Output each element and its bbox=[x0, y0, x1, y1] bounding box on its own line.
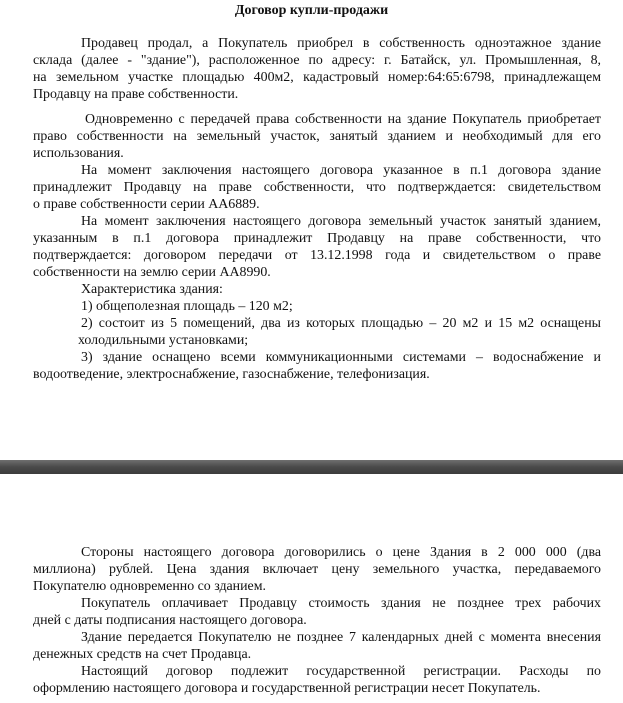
page-separator bbox=[0, 460, 623, 474]
paragraph-line: На момент заключения настоящего договора земельный участок занятый зданием, bbox=[81, 214, 601, 229]
list-item-continuation: водоотведение, электроснабжение, газоснабжение, телефонизация. bbox=[33, 367, 430, 382]
list-item: 2) состоит из 5 помещений, два из которых площадью – 20 м2 и 15 м2 оснащены bbox=[81, 316, 601, 331]
list-item: 1) общеполезная площадь – 120 м2; bbox=[81, 299, 293, 314]
paragraph-line: Покупателю одновременно со зданием. bbox=[33, 579, 266, 594]
document-title: Договор купли-продажи bbox=[234, 3, 389, 18]
paragraph-line: склада (далее - "здание"), расположенное по адресу: г. Батайск, ул. Промышленная, 8, bbox=[33, 53, 601, 68]
paragraph-line: дней с даты подписания настоящего договора. bbox=[33, 613, 307, 628]
paragraph-line: Одновременно с передачей права собственности на здание Покупатель приобретает bbox=[85, 112, 601, 127]
document-page-2 bbox=[0, 474, 623, 703]
paragraph-line: На момент заключения настоящего договора указанное в п.1 договора здание bbox=[81, 163, 601, 178]
paragraph-line: оформлению настоящего договора и государственной регистрации несет Покупатель. bbox=[33, 681, 541, 696]
paragraph-line: подтверждается: договором передачи от 13.12.1998 года и свидетельством о праве bbox=[33, 248, 601, 263]
paragraph-line: Стороны настоящего договора договорились о цене Здания в 2 000 000 (два bbox=[81, 545, 601, 560]
paragraph-line: собственности на землю серии АА8990. bbox=[33, 265, 271, 280]
paragraph-line: миллиона) рублей. Цена здания включает цену земельного участка, передаваемого bbox=[33, 562, 601, 577]
paragraph-line: Покупатель оплачивает Продавцу стоимость здания не позднее трех рабочих bbox=[81, 596, 601, 611]
paragraph-line: Настоящий договор подлежит государственной регистрации. Расходы по bbox=[81, 664, 601, 679]
characteristics-heading: Характеристика здания: bbox=[81, 282, 223, 297]
paragraph-line: принадлежит Продавцу на праве собственности, что подтверждается: свидетельством bbox=[33, 180, 601, 195]
paragraph-line: указанным в п.1 договора принадлежит Продавцу на праве собственности, что bbox=[33, 231, 601, 246]
paragraph-line: на земельном участке площадью 400м2, кадастровый номер:64:65:6798, принадлежащем bbox=[33, 70, 601, 85]
list-item-continuation: холодильными установками; bbox=[78, 333, 249, 348]
paragraph-line: право собственности на земельный участок, занятый зданием и необходимый для его bbox=[33, 129, 601, 144]
paragraph-line: Продавец продал, а Покупатель приобрел в собственность одноэтажное здание bbox=[81, 36, 601, 51]
paragraph-line: Здание передается Покупателю не позднее 7 календарных дней с момента внесения bbox=[81, 630, 601, 645]
paragraph-line: Продавцу на праве собственности. bbox=[33, 87, 239, 102]
list-item: 3) здание оснащено всеми коммуникационными системами – водоснабжение и bbox=[81, 350, 601, 365]
paragraph-line: о праве собственности серии АА6889. bbox=[33, 197, 260, 212]
paragraph-line: денежных средств на счет Продавца. bbox=[33, 647, 252, 662]
paragraph-line: использования. bbox=[33, 146, 124, 161]
